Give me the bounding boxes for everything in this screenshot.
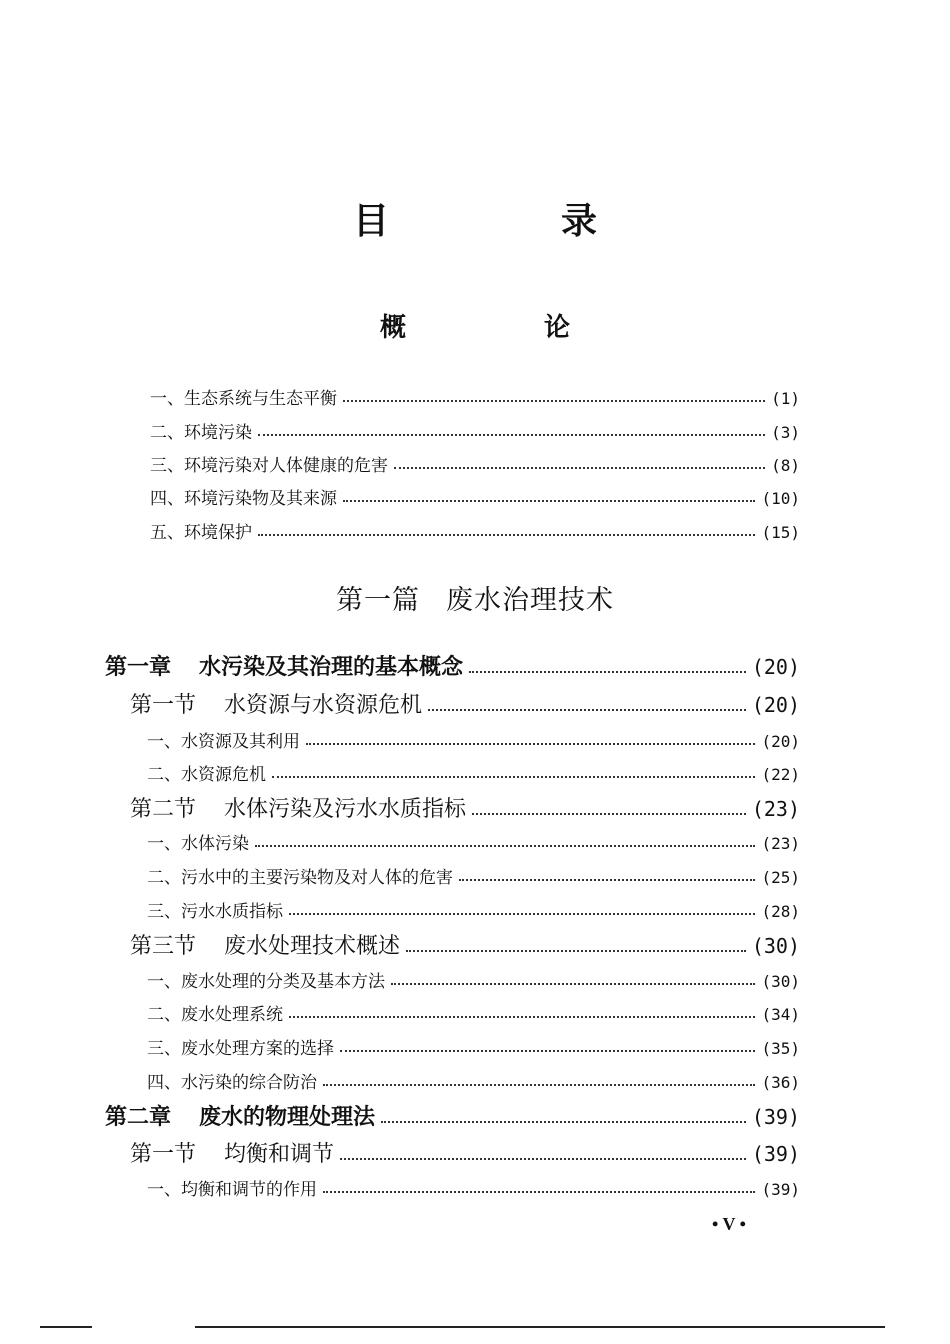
toc-leader-dots: [323, 1075, 755, 1086]
toc-leader-dots: [394, 458, 765, 469]
toc-leader-dots: [258, 525, 755, 536]
toc-entry-label: 五、环境保护: [150, 523, 252, 543]
bottom-rule: [40, 1326, 92, 1328]
toc-entry[interactable]: [150, 518, 800, 543]
toc-entry-label: 一、水资源及其利用: [147, 732, 300, 752]
toc-page-number: (10): [761, 489, 800, 508]
toc-leader-dots: [381, 1108, 746, 1122]
section-name: 均衡和调节: [224, 1142, 335, 1167]
toc-page-number: (35): [761, 1039, 800, 1058]
toc-entry[interactable]: [150, 384, 800, 409]
section-name: 水体污染及污水水质指标: [224, 797, 467, 822]
toc-leader-dots: [469, 658, 746, 672]
toc-section-entry[interactable]: [130, 792, 800, 823]
toc-entry[interactable]: [150, 418, 800, 443]
toc-entry[interactable]: [147, 727, 800, 752]
toc-leader-dots: [255, 836, 755, 847]
toc-leader-dots: [323, 1182, 755, 1193]
toc-entry[interactable]: [147, 897, 800, 922]
toc-page-number: (15): [761, 523, 800, 542]
part-number: 第一篇: [336, 585, 420, 616]
toc-entry[interactable]: [147, 863, 800, 888]
toc-entry[interactable]: [147, 1000, 800, 1025]
toc-entry[interactable]: [150, 451, 800, 476]
section-number: 第二节: [130, 797, 197, 822]
toc-page-number: (36): [761, 1073, 800, 1092]
bottom-rule: [195, 1326, 885, 1328]
toc-leader-dots: [406, 937, 746, 951]
toc-entry-label: 四、环境污染物及其来源: [150, 489, 337, 509]
toc-entry[interactable]: [147, 829, 800, 854]
toc-entry-label: [105, 1100, 375, 1131]
toc-page-number: (39): [761, 1180, 800, 1199]
section-number: 第一节: [130, 693, 197, 718]
toc-entry-label: 四、水污染的综合防治: [147, 1073, 317, 1093]
toc-page-number: (39): [751, 1105, 800, 1129]
toc-entry[interactable]: [147, 967, 800, 992]
toc-entry-label: [130, 929, 400, 960]
toc-entry-label: [130, 688, 422, 719]
toc-entry-label: 一、水体污染: [147, 834, 249, 854]
toc-entry-label: [130, 792, 466, 823]
overview-heading: 概 论: [379, 313, 626, 343]
toc-leader-dots: [472, 800, 746, 814]
toc-section-entry[interactable]: [130, 929, 800, 960]
toc-entry-label: 一、生态系统与生态平衡: [150, 389, 337, 409]
toc-entry-label: [130, 1137, 334, 1168]
toc-page-number: (34): [761, 1005, 800, 1024]
toc-page-number: (3): [771, 423, 800, 442]
chapter-name: 水污染及其治理的基本概念: [199, 654, 464, 680]
section-name: 废水处理技术概述: [224, 934, 401, 959]
toc-page-number: (20): [761, 732, 800, 751]
toc-page-number: (30): [751, 934, 800, 958]
chapter-number: 第二章: [105, 1104, 172, 1130]
chapter-number: 第一章: [105, 654, 172, 680]
page-folio: • V •: [712, 1214, 746, 1234]
toc-entry-label: [105, 650, 463, 681]
toc-entry-label: 一、废水处理的分类及基本方法: [147, 972, 385, 992]
page-title: 目 录: [352, 201, 665, 242]
toc-entry[interactable]: [147, 1175, 800, 1200]
toc-entry[interactable]: [147, 760, 800, 785]
toc-leader-dots: [340, 1041, 755, 1052]
toc-entry-label: 一、均衡和调节的作用: [147, 1180, 317, 1200]
toc-entry-label: 三、污水水质指标: [147, 902, 283, 922]
section-number: 第三节: [130, 934, 197, 959]
toc-leader-dots: [428, 696, 746, 710]
toc-section-entry[interactable]: [130, 1137, 800, 1168]
toc-leader-dots: [289, 1007, 755, 1018]
toc-entry-label: 二、污水中的主要污染物及对人体的危害: [147, 868, 453, 888]
toc-entry-label: 三、环境污染对人体健康的危害: [150, 456, 388, 476]
toc-entry[interactable]: [147, 1034, 800, 1059]
toc-page-number: (20): [751, 693, 800, 717]
toc-chapter-entry[interactable]: [105, 1100, 800, 1131]
toc-page-number: (28): [761, 902, 800, 921]
section-number: 第一节: [130, 1142, 197, 1167]
toc-leader-dots: [306, 734, 755, 745]
toc-leader-dots: [391, 974, 755, 985]
toc-entry-label: 三、废水处理方案的选择: [147, 1039, 334, 1059]
toc-leader-dots: [459, 870, 755, 881]
toc-leader-dots: [343, 391, 765, 402]
toc-leader-dots: [258, 425, 765, 436]
toc-leader-dots: [272, 767, 755, 778]
toc-leader-dots: [289, 904, 755, 915]
toc-chapter-entry[interactable]: [105, 650, 800, 681]
toc-page-number: (8): [771, 456, 800, 475]
toc-page-number: (22): [761, 765, 800, 784]
toc-page-number: (20): [751, 655, 800, 679]
toc-entry-label: 二、水资源危机: [147, 765, 266, 785]
toc-page-number: (23): [751, 797, 800, 821]
toc-section-entry[interactable]: [130, 688, 800, 719]
toc-page-number: (23): [761, 834, 800, 853]
toc-entry-label: 二、环境污染: [150, 423, 252, 443]
toc-leader-dots: [343, 491, 755, 502]
toc-entry[interactable]: [150, 484, 800, 509]
section-name: 水资源与水资源危机: [224, 693, 423, 718]
chapter-name: 废水的物理处理法: [199, 1104, 376, 1130]
toc-page-number: (25): [761, 868, 800, 887]
toc-entry-label: 二、废水处理系统: [147, 1005, 283, 1025]
toc-entry[interactable]: [147, 1068, 800, 1093]
part-heading: [0, 578, 950, 617]
toc-page-number: (39): [751, 1142, 800, 1166]
toc-page-number: (30): [761, 972, 800, 991]
toc-leader-dots: [340, 1145, 746, 1159]
toc-page-number: (1): [771, 389, 800, 408]
part-name: 废水治理技术: [446, 585, 614, 616]
